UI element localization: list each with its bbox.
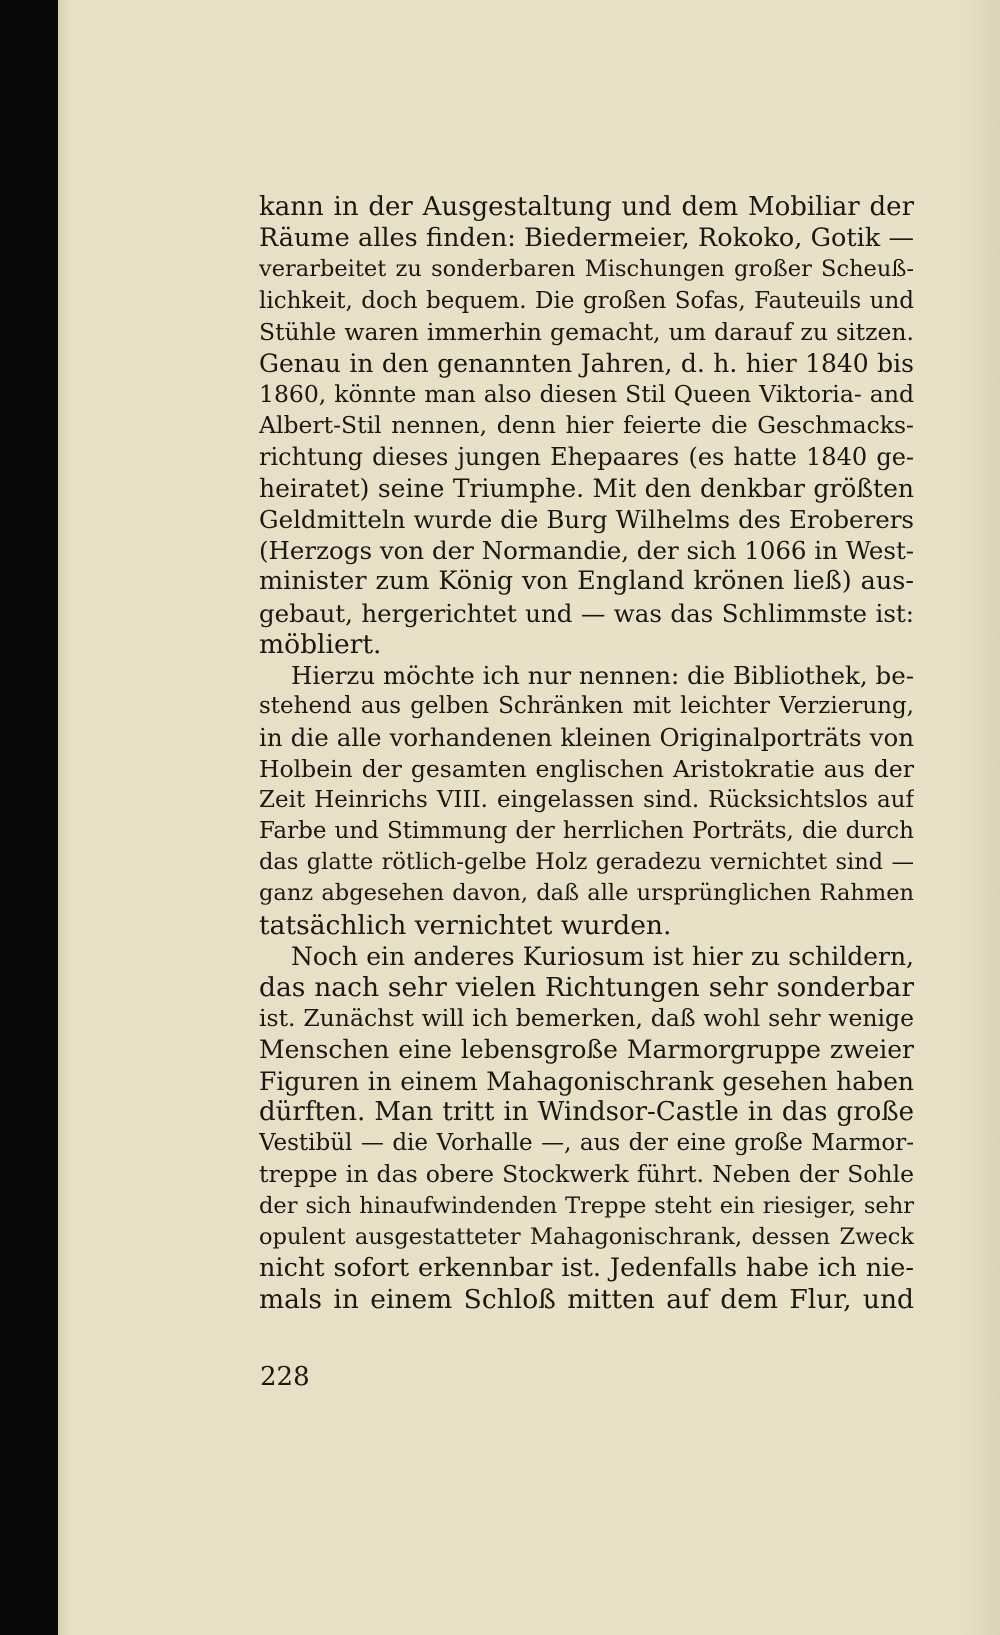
text-line: Zeit Heinrichs VIII. eingelassen sind. Rücksichtslos auf (259, 786, 914, 813)
paragraph-2 (259, 660, 914, 941)
text-line: Albert-Stil nennen, denn hier feierte die Geschmacks- (259, 411, 914, 440)
text-line: minister zum König von England krönen ließ) aus- (259, 566, 914, 597)
text-line: opulent ausgestatteter Mahagonischrank, dessen Zweck (259, 1223, 914, 1250)
text-line: Genau in den genannten Jahren, d. h. hier 1840 bis (259, 349, 914, 379)
text-line: Farbe und Stimmung der herrlichen Porträts, die durch (259, 818, 914, 845)
text-line: verarbeitet zu sonderbaren Mischungen großer Scheuß- (259, 256, 914, 283)
paragraph-1 (259, 192, 914, 660)
text-line: Figuren in einem Mahagonischrank gesehen haben (259, 1066, 914, 1096)
text-line: Noch ein anderes Kuriosum ist hier zu schildern, (291, 941, 914, 971)
text-line: tatsächlich vernichtet wurden. (259, 909, 672, 941)
text-line: lichkeit, doch bequem. Die großen Sofas, Fauteuils und (259, 287, 914, 314)
text-line: 1860, könnte man also diesen Stil Queen Viktoria- and (259, 380, 914, 409)
text-line: in die alle vorhandenen kleinen Originalporträts von (259, 723, 914, 753)
text-line: (Herzogs von der Normandie, der sich 1066 in West- (259, 536, 914, 566)
text-line: ganz abgesehen davon, daß alle ursprünglichen Rahmen (259, 880, 914, 907)
text-line: nicht sofort erkennbar ist. Jedenfalls habe ich nie- (259, 1252, 914, 1283)
text-line: kann in der Ausgestaltung und dem Mobiliar der (259, 192, 914, 222)
text-line: das nach sehr vielen Richtungen sehr sonderbar (259, 972, 914, 1004)
text-line: Holbein der gesamten englischen Aristokratie aus der (259, 754, 914, 783)
text-line: heiratet) seine Triumphe. Mit den denkbar größten (259, 473, 914, 503)
text-line: der sich hinaufwindenden Treppe steht ein riesiger, sehr (259, 1192, 914, 1219)
text-line: gebaut, hergerichtet und — was das Schlimmste ist: (259, 598, 914, 628)
text-line: stehend aus gelben Schränken mit leichter Verzierung, (259, 693, 914, 720)
text-line: möbliert. (259, 628, 382, 660)
text-line: mals in einem Schloß mitten auf dem Flur, und (259, 1284, 914, 1316)
text-line: Hierzu möchte ich nur nennen: die Bibliothek, be- (291, 661, 914, 691)
text-line: Vestibül — die Vorhalle —, aus der eine große Marmor- (259, 1130, 914, 1157)
text-line: dürften. Man tritt in Windsor-Castle in das große (259, 1096, 914, 1127)
text-line: Räume alles finden: Biedermeier, Rokoko, Gotik — (259, 223, 914, 254)
text-line: Geldmitteln wurde die Burg Wilhelms des Eroberers (259, 505, 914, 535)
text-line: richtung dieses jungen Ehepaares (es hatte 1840 ge- (259, 442, 914, 471)
body-text (259, 192, 914, 1315)
paragraph-3 (259, 941, 914, 1315)
text-line: Menschen eine lebensgroße Marmorgruppe zweier (259, 1035, 914, 1065)
text-line: Stühle waren immerhin gemacht, um darauf zu sitzen. (259, 317, 914, 346)
text-line: das glatte rötlich-gelbe Holz geradezu vernichtet sind — (259, 849, 914, 876)
text-line: ist. Zunächst will ich bemerken, daß wohl sehr wenige (259, 1004, 914, 1033)
text-line: treppe in das obere Stockwerk führt. Neben der Sohle (259, 1160, 914, 1189)
page-number: 228 (260, 1362, 310, 1392)
